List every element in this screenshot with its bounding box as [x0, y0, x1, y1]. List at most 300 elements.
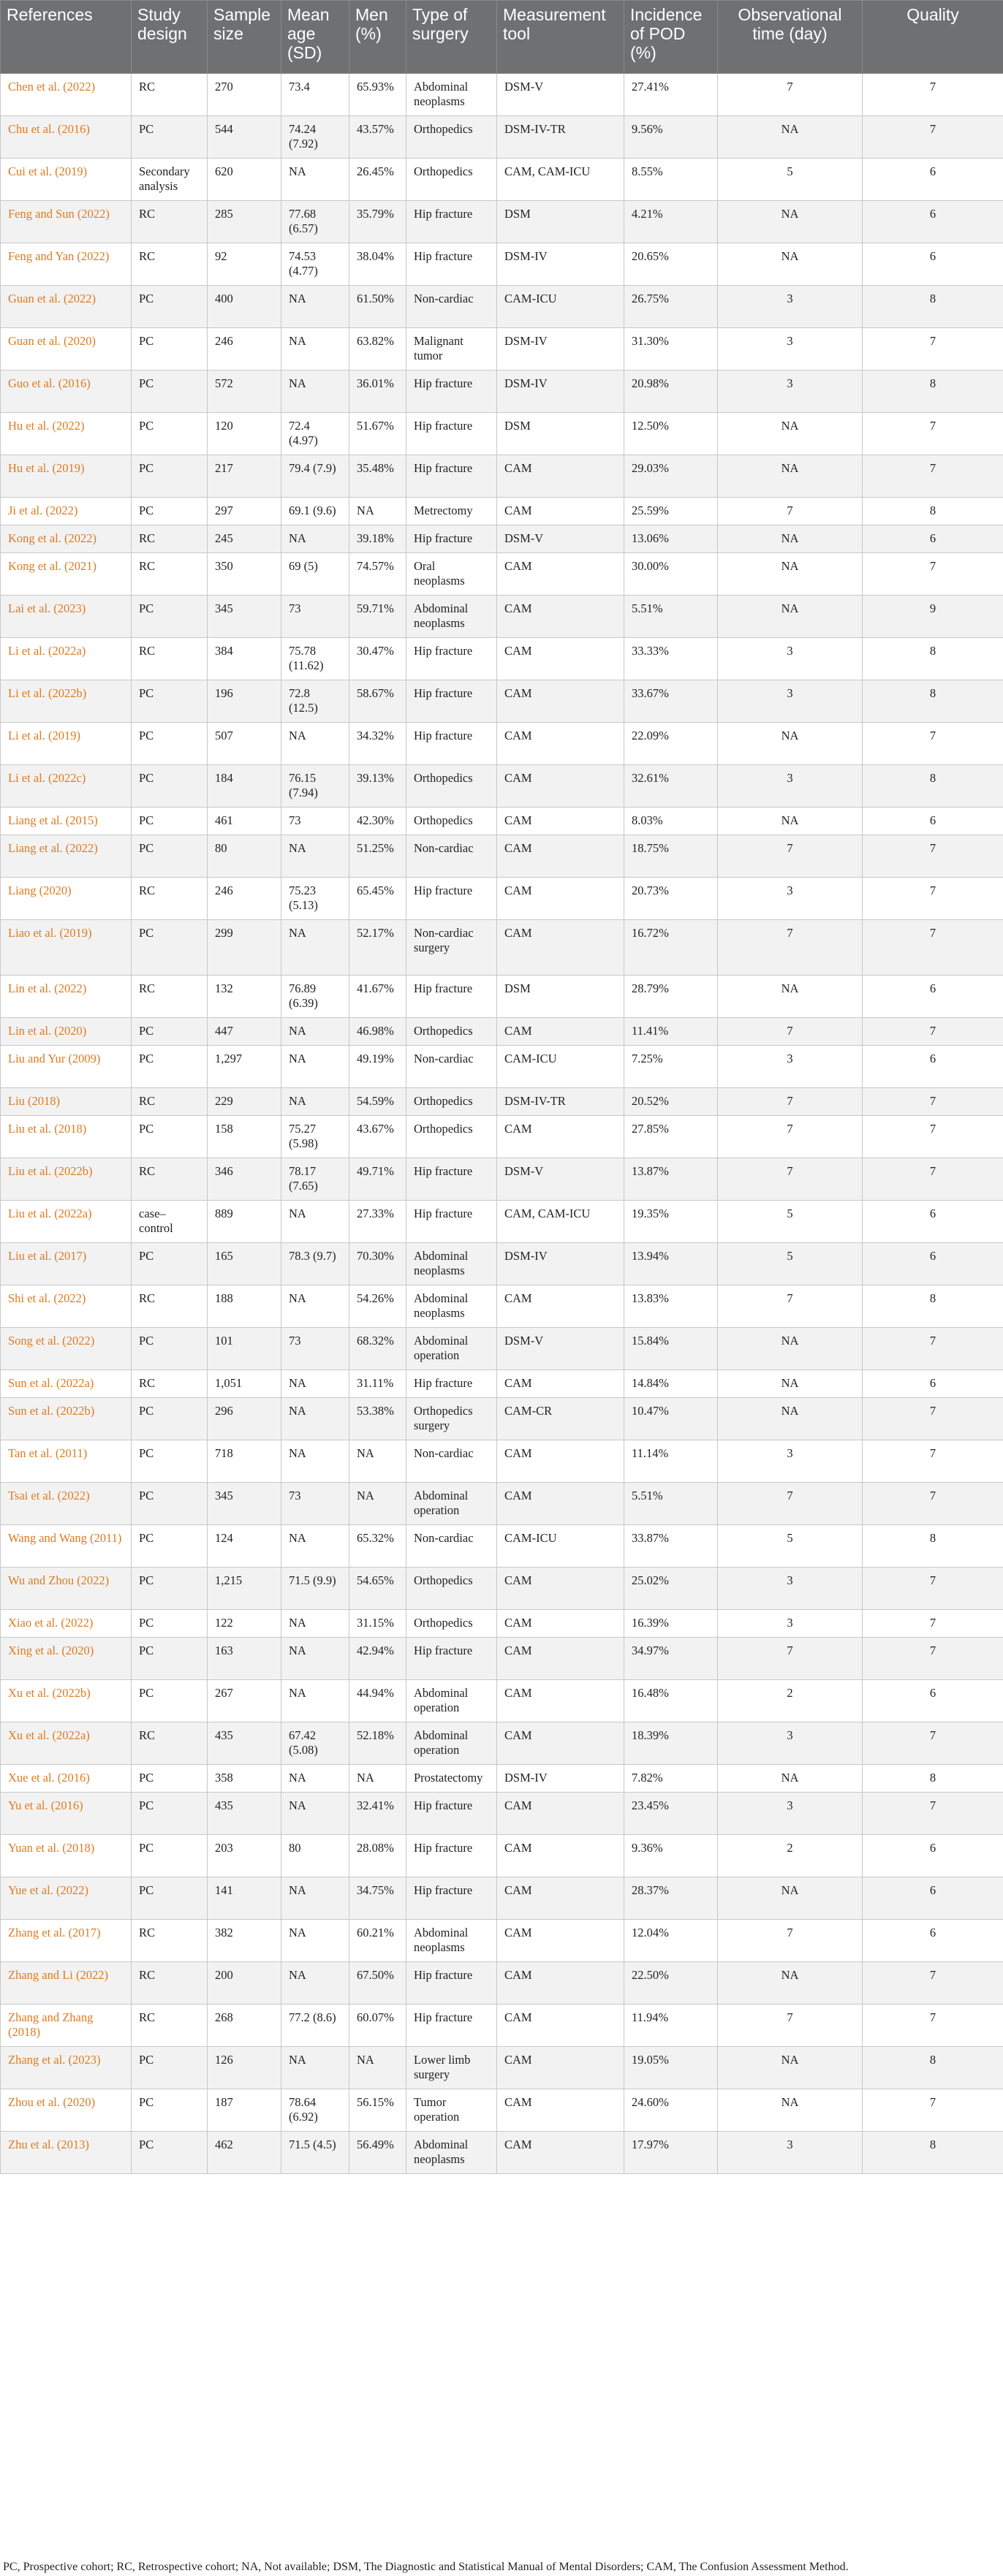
cell-reference	[1, 1046, 132, 1088]
cell-measurement-tool: DSM-V	[497, 1328, 624, 1370]
cell-observational-time: 7	[718, 1285, 863, 1328]
cell-mean-age: NA	[281, 723, 349, 765]
reference-link[interactable]: Liu et al. (2018)	[8, 1122, 87, 1136]
cell-quality: 7	[863, 1328, 1003, 1370]
cell-type-of-surgery: Orthopedics	[406, 808, 497, 835]
cell-type-of-surgery: Tumor operation	[406, 2089, 497, 2132]
cell-men-percent: NA	[349, 498, 406, 525]
reference-link[interactable]: Feng and Yan (2022)	[8, 249, 110, 263]
reference-link[interactable]: Liu et al. (2017)	[8, 1249, 87, 1263]
cell-observational-time: 7	[718, 1088, 863, 1116]
cell-reference	[1, 1243, 132, 1285]
cell-quality: 8	[863, 1765, 1003, 1793]
cell-type-of-surgery: Hip fracture	[406, 1370, 497, 1398]
table-row	[1, 1920, 1003, 1962]
cell-study-design: PC	[132, 1116, 208, 1158]
reference-link[interactable]: Xing et al. (2020)	[8, 1644, 94, 1657]
cell-observational-time: NA	[718, 1398, 863, 1440]
cell-measurement-tool: CAM	[497, 1285, 624, 1328]
reference-link[interactable]: Chen et al. (2022)	[8, 80, 96, 94]
cell-measurement-tool: DSM-IV	[497, 243, 624, 286]
reference-link[interactable]: Zhu et al. (2013)	[8, 2138, 89, 2151]
cell-men-percent: 39.18%	[349, 525, 406, 553]
cell-measurement-tool: CAM	[497, 455, 624, 498]
cell-sample-size: 572	[208, 371, 281, 413]
reference-link[interactable]: Xue et al. (2016)	[8, 1771, 90, 1785]
reference-link[interactable]: Li et al. (2022c)	[8, 771, 86, 785]
cell-measurement-tool: CAM	[497, 765, 624, 808]
reference-link[interactable]: Zhang et al. (2017)	[8, 1926, 101, 1939]
cell-men-percent: 43.57%	[349, 116, 406, 159]
cell-observational-time: NA	[718, 808, 863, 835]
cell-men-percent: 70.30%	[349, 1243, 406, 1285]
cell-men-percent: 52.17%	[349, 920, 406, 976]
cell-type-of-surgery: Orthopedics	[406, 1610, 497, 1638]
cell-mean-age: 79.4 (7.9)	[281, 455, 349, 498]
reference-link[interactable]: Yue et al. (2022)	[8, 1883, 88, 1897]
table-row	[1, 286, 1003, 328]
cell-sample-size: 101	[208, 1328, 281, 1370]
reference-link[interactable]: Ji et al. (2022)	[8, 504, 78, 517]
cell-men-percent: 31.15%	[349, 1610, 406, 1638]
cell-reference	[1, 159, 132, 201]
cell-observational-time: 7	[718, 835, 863, 878]
reference-link[interactable]: Li et al. (2019)	[8, 729, 80, 742]
cell-type-of-surgery: Hip fracture	[406, 413, 497, 455]
cell-mean-age: NA	[281, 1088, 349, 1116]
reference-link[interactable]: Sun et al. (2022a)	[8, 1376, 94, 1390]
cell-quality: 6	[863, 159, 1003, 201]
cell-type-of-surgery: Non-cardiac	[406, 286, 497, 328]
cell-observational-time: NA	[718, 2089, 863, 2132]
cell-men-percent: 54.59%	[349, 1088, 406, 1116]
cell-reference	[1, 1793, 132, 1835]
cell-reference	[1, 1116, 132, 1158]
cell-incidence-pod: 16.39%	[624, 1610, 718, 1638]
cell-study-design: RC	[132, 1285, 208, 1328]
cell-type-of-surgery: Hip fracture	[406, 680, 497, 723]
table-row	[1, 1370, 1003, 1398]
cell-reference	[1, 680, 132, 723]
cell-measurement-tool: CAM-CR	[497, 1398, 624, 1440]
cell-observational-time: NA	[718, 243, 863, 286]
cell-reference	[1, 2005, 132, 2047]
reference-link[interactable]: Wang and Wang (2011)	[8, 1531, 122, 1545]
reference-link[interactable]: Liu et al. (2022b)	[8, 1164, 93, 1178]
cell-type-of-surgery: Abdominal operation	[406, 1680, 497, 1722]
cell-incidence-pod: 25.59%	[624, 498, 718, 525]
cell-measurement-tool: CAM	[497, 1920, 624, 1962]
cell-sample-size: 200	[208, 1962, 281, 2005]
cell-measurement-tool: CAM	[497, 2005, 624, 2047]
cell-reference	[1, 2132, 132, 2174]
cell-sample-size: 382	[208, 1920, 281, 1962]
reference-link[interactable]: Yu et al. (2016)	[8, 1798, 83, 1812]
reference-link[interactable]: Zhang and Li (2022)	[8, 1968, 109, 1982]
cell-quality: 7	[863, 74, 1003, 116]
cell-reference	[1, 1722, 132, 1765]
cell-measurement-tool: CAM	[497, 1722, 624, 1765]
cell-reference	[1, 1920, 132, 1962]
cell-type-of-surgery: Hip fracture	[406, 1793, 497, 1835]
cell-type-of-surgery: Hip fracture	[406, 1158, 497, 1201]
cell-study-design: PC	[132, 2089, 208, 2132]
cell-measurement-tool: CAM	[497, 1962, 624, 2005]
cell-sample-size: 346	[208, 1158, 281, 1201]
cell-observational-time: NA	[718, 553, 863, 596]
cell-study-design: PC	[132, 1243, 208, 1285]
cell-observational-time: NA	[718, 413, 863, 455]
table-row	[1, 920, 1003, 976]
cell-observational-time: 3	[718, 371, 863, 413]
table-row	[1, 1088, 1003, 1116]
table-body	[1, 74, 1003, 2174]
cell-reference	[1, 1088, 132, 1116]
cell-study-design: PC	[132, 765, 208, 808]
cell-men-percent: 51.25%	[349, 835, 406, 878]
cell-men-percent: 63.82%	[349, 328, 406, 371]
cell-reference	[1, 1370, 132, 1398]
cell-quality: 6	[863, 808, 1003, 835]
cell-sample-size: 246	[208, 328, 281, 371]
cell-study-design: RC	[132, 553, 208, 596]
cell-quality: 8	[863, 638, 1003, 680]
cell-measurement-tool: CAM	[497, 1610, 624, 1638]
cell-observational-time: 7	[718, 1158, 863, 1201]
table-row	[1, 680, 1003, 723]
cell-observational-time: NA	[718, 1962, 863, 2005]
reference-link[interactable]: Lai et al. (2023)	[8, 601, 86, 615]
cell-study-design: PC	[132, 1525, 208, 1568]
reference-link[interactable]: Liao et al. (2019)	[8, 926, 92, 940]
cell-reference	[1, 835, 132, 878]
table-row	[1, 1962, 1003, 2005]
cell-reference	[1, 413, 132, 455]
table-row	[1, 1328, 1003, 1370]
cell-men-percent: 54.26%	[349, 1285, 406, 1328]
cell-study-design: RC	[132, 878, 208, 920]
table-row	[1, 765, 1003, 808]
cell-quality: 8	[863, 286, 1003, 328]
cell-reference	[1, 116, 132, 159]
cell-reference	[1, 1018, 132, 1046]
cell-sample-size: 245	[208, 525, 281, 553]
cell-type-of-surgery: Orthopedics	[406, 159, 497, 201]
table-row	[1, 1018, 1003, 1046]
cell-study-design: PC	[132, 1046, 208, 1088]
table-row	[1, 976, 1003, 1018]
cell-incidence-pod: 8.03%	[624, 808, 718, 835]
cell-measurement-tool: CAM	[497, 1116, 624, 1158]
cell-quality: 7	[863, 920, 1003, 976]
table-row	[1, 808, 1003, 835]
cell-type-of-surgery: Orthopedics	[406, 1088, 497, 1116]
reference-link[interactable]: Song et al. (2022)	[8, 1334, 95, 1348]
cell-study-design: PC	[132, 455, 208, 498]
cell-incidence-pod: 33.33%	[624, 638, 718, 680]
cell-study-design: RC	[132, 525, 208, 553]
cell-type-of-surgery: Abdominal neoplasms	[406, 1920, 497, 1962]
cell-study-design: PC	[132, 1398, 208, 1440]
cell-reference	[1, 498, 132, 525]
cell-mean-age: NA	[281, 1285, 349, 1328]
reference-link[interactable]: Chu et al. (2016)	[8, 122, 90, 136]
reference-link[interactable]: Guan et al. (2022)	[8, 292, 96, 305]
cell-incidence-pod: 17.97%	[624, 2132, 718, 2174]
table-footnote: PC, Prospective cohort; RC, Retrospective cohort; NA, Not available; DSM, The Diagnostic and Statistical Manual of Mental Disorders; CAM, The Confusion Assessment Method.	[3, 2561, 849, 2573]
cell-measurement-tool: CAM	[497, 808, 624, 835]
reference-link[interactable]: Zhang and Zhang (2018)	[8, 2010, 94, 2039]
cell-sample-size: 461	[208, 808, 281, 835]
reference-link[interactable]: Guan et al. (2020)	[8, 334, 96, 348]
cell-sample-size: 165	[208, 1243, 281, 1285]
cell-observational-time: NA	[718, 1877, 863, 1920]
cell-mean-age: 75.23 (5.13)	[281, 878, 349, 920]
cell-measurement-tool: CAM	[497, 1638, 624, 1680]
cell-incidence-pod: 13.83%	[624, 1285, 718, 1328]
cell-quality: 6	[863, 1920, 1003, 1962]
cell-mean-age: 71.5 (9.9)	[281, 1568, 349, 1610]
cell-mean-age: 73	[281, 1328, 349, 1370]
reference-link[interactable]: Kong et al. (2022)	[8, 531, 96, 545]
cell-study-design: PC	[132, 1018, 208, 1046]
cell-type-of-surgery: Orthopedics surgery	[406, 1398, 497, 1440]
cell-sample-size: 296	[208, 1398, 281, 1440]
reference-link[interactable]: Zhang et al. (2023)	[8, 2053, 101, 2067]
cell-sample-size: 92	[208, 243, 281, 286]
cell-study-design: PC	[132, 1328, 208, 1370]
table-row	[1, 371, 1003, 413]
cell-measurement-tool: CAM	[497, 1440, 624, 1483]
cell-men-percent: 38.04%	[349, 243, 406, 286]
cell-mean-age: NA	[281, 1018, 349, 1046]
cell-men-percent: 39.13%	[349, 765, 406, 808]
reference-link[interactable]: Hu et al. (2019)	[8, 461, 85, 475]
cell-measurement-tool: CAM, CAM-ICU	[497, 1201, 624, 1243]
cell-type-of-surgery: Hip fracture	[406, 1877, 497, 1920]
cell-incidence-pod: 5.51%	[624, 596, 718, 638]
cell-mean-age: NA	[281, 1525, 349, 1568]
cell-type-of-surgery: Abdominal neoplasms	[406, 596, 497, 638]
cell-observational-time: 3	[718, 765, 863, 808]
cell-measurement-tool: DSM	[497, 201, 624, 243]
cell-measurement-tool: CAM	[497, 1877, 624, 1920]
cell-quality: 6	[863, 1835, 1003, 1877]
reference-link[interactable]: Liu et al. (2022a)	[8, 1207, 92, 1220]
table-row	[1, 243, 1003, 286]
cell-mean-age: 72.8 (12.5)	[281, 680, 349, 723]
cell-men-percent: 35.48%	[349, 455, 406, 498]
cell-reference	[1, 1440, 132, 1483]
cell-observational-time: 5	[718, 159, 863, 201]
cell-observational-time: 5	[718, 1201, 863, 1243]
cell-observational-time: 7	[718, 1638, 863, 1680]
cell-quality: 7	[863, 1568, 1003, 1610]
reference-link[interactable]: Wu and Zhou (2022)	[8, 1573, 110, 1587]
cell-measurement-tool: DSM-IV-TR	[497, 116, 624, 159]
cell-measurement-tool: CAM, CAM-ICU	[497, 159, 624, 201]
cell-mean-age: 73	[281, 808, 349, 835]
reference-link[interactable]: Yuan et al. (2018)	[8, 1841, 95, 1855]
cell-measurement-tool: DSM	[497, 413, 624, 455]
cell-measurement-tool: CAM	[497, 638, 624, 680]
table-row	[1, 159, 1003, 201]
reference-link[interactable]: Shi et al. (2022)	[8, 1291, 86, 1305]
cell-incidence-pod: 13.94%	[624, 1243, 718, 1285]
reference-link[interactable]: Zhou et al. (2020)	[8, 2095, 96, 2109]
cell-mean-age: 67.42 (5.08)	[281, 1722, 349, 1765]
cell-measurement-tool: CAM	[497, 1483, 624, 1525]
header-type-of-surgery: Type of surgery	[406, 1, 497, 74]
cell-study-design: RC	[132, 1370, 208, 1398]
table-row	[1, 498, 1003, 525]
reference-link[interactable]: Cui et al. (2019)	[8, 164, 88, 178]
cell-sample-size: 124	[208, 1525, 281, 1568]
cell-study-design: PC	[132, 808, 208, 835]
cell-reference	[1, 328, 132, 371]
cell-mean-age: NA	[281, 1765, 349, 1793]
cell-incidence-pod: 13.87%	[624, 1158, 718, 1201]
cell-measurement-tool: DSM-IV	[497, 1243, 624, 1285]
cell-men-percent: NA	[349, 1440, 406, 1483]
cell-observational-time: 7	[718, 74, 863, 116]
cell-study-design: PC	[132, 286, 208, 328]
cell-study-design: RC	[132, 243, 208, 286]
reference-link[interactable]: Xiao et al. (2022)	[8, 1616, 94, 1630]
reference-link[interactable]: Liang (2020)	[8, 884, 72, 897]
cell-mean-age: 69.1 (9.6)	[281, 498, 349, 525]
cell-incidence-pod: 5.51%	[624, 1483, 718, 1525]
cell-reference	[1, 286, 132, 328]
cell-measurement-tool: DSM-IV	[497, 1765, 624, 1793]
cell-study-design: PC	[132, 328, 208, 371]
cell-mean-age: 75.78 (11.62)	[281, 638, 349, 680]
cell-sample-size: 217	[208, 455, 281, 498]
reference-link[interactable]: Liang et al. (2015)	[8, 813, 98, 827]
cell-study-design: RC	[132, 1158, 208, 1201]
reference-link[interactable]: Guo et al. (2016)	[8, 376, 91, 390]
cell-incidence-pod: 20.73%	[624, 878, 718, 920]
cell-reference	[1, 1638, 132, 1680]
cell-men-percent: 34.32%	[349, 723, 406, 765]
reference-link[interactable]: Xu et al. (2022b)	[8, 1686, 91, 1700]
cell-type-of-surgery: Oral neoplasms	[406, 553, 497, 596]
cell-measurement-tool: CAM	[497, 2047, 624, 2089]
reference-link[interactable]: Li et al. (2022b)	[8, 686, 87, 700]
cell-type-of-surgery: Hip fracture	[406, 1201, 497, 1243]
reference-link[interactable]: Lin et al. (2020)	[8, 1024, 87, 1038]
cell-incidence-pod: 30.00%	[624, 553, 718, 596]
cell-incidence-pod: 19.05%	[624, 2047, 718, 2089]
cell-sample-size: 80	[208, 835, 281, 878]
reference-link[interactable]: Tan et al. (2011)	[8, 1446, 88, 1460]
table-row	[1, 2089, 1003, 2132]
reference-link[interactable]: Kong et al. (2021)	[8, 559, 96, 573]
reference-link[interactable]: Liu and Yur (2009)	[8, 1052, 101, 1065]
cell-incidence-pod: 9.36%	[624, 1835, 718, 1877]
table-row	[1, 1046, 1003, 1088]
reference-link[interactable]: Lin et al. (2022)	[8, 981, 87, 995]
cell-sample-size: 285	[208, 201, 281, 243]
cell-sample-size: 163	[208, 1638, 281, 1680]
reference-link[interactable]: Li et al. (2022a)	[8, 644, 86, 658]
reference-link[interactable]: Tsai et al. (2022)	[8, 1489, 90, 1502]
reference-link[interactable]: Liang et al. (2022)	[8, 841, 98, 855]
cell-mean-age: 73	[281, 596, 349, 638]
cell-measurement-tool: CAM	[497, 1680, 624, 1722]
cell-measurement-tool: CAM	[497, 835, 624, 878]
cell-incidence-pod: 26.75%	[624, 286, 718, 328]
cell-study-design: PC	[132, 1877, 208, 1920]
cell-men-percent: 67.50%	[349, 1962, 406, 2005]
cell-incidence-pod: 10.47%	[624, 1398, 718, 1440]
cell-incidence-pod: 32.61%	[624, 765, 718, 808]
cell-sample-size: 120	[208, 413, 281, 455]
cell-reference	[1, 1610, 132, 1638]
cell-mean-age: NA	[281, 1920, 349, 1962]
cell-type-of-surgery: Non-cardiac	[406, 835, 497, 878]
cell-reference	[1, 201, 132, 243]
cell-incidence-pod: 28.79%	[624, 976, 718, 1018]
cell-measurement-tool: DSM-V	[497, 74, 624, 116]
cell-mean-age: NA	[281, 920, 349, 976]
cell-men-percent: 49.71%	[349, 1158, 406, 1201]
reference-link[interactable]: Sun et al. (2022b)	[8, 1404, 95, 1418]
table-row	[1, 2132, 1003, 2174]
cell-incidence-pod: 7.25%	[624, 1046, 718, 1088]
reference-link[interactable]: Xu et al. (2022a)	[8, 1728, 90, 1742]
cell-sample-size: 268	[208, 2005, 281, 2047]
cell-quality: 8	[863, 680, 1003, 723]
cell-incidence-pod: 25.02%	[624, 1568, 718, 1610]
header-study-design: Study design	[132, 1, 208, 74]
table-row	[1, 553, 1003, 596]
table-row	[1, 1285, 1003, 1328]
cell-observational-time: 7	[718, 1920, 863, 1962]
cell-measurement-tool: CAM	[497, 1370, 624, 1398]
header-men: Men (%)	[349, 1, 406, 74]
cell-sample-size: 1,297	[208, 1046, 281, 1088]
table-row	[1, 1116, 1003, 1158]
cell-reference	[1, 1525, 132, 1568]
header-quality: Quality	[863, 1, 1003, 74]
cell-study-design: PC	[132, 1568, 208, 1610]
cell-observational-time: NA	[718, 1328, 863, 1370]
cell-observational-time: NA	[718, 596, 863, 638]
reference-link[interactable]: Feng and Sun (2022)	[8, 207, 110, 221]
cell-incidence-pod: 18.75%	[624, 835, 718, 878]
reference-link[interactable]: Hu et al. (2022)	[8, 419, 85, 433]
cell-type-of-surgery: Orthopedics	[406, 1116, 497, 1158]
cell-observational-time: 5	[718, 1525, 863, 1568]
cell-men-percent: 56.49%	[349, 2132, 406, 2174]
cell-study-design: PC	[132, 596, 208, 638]
header-sample-size: Sample size	[208, 1, 281, 74]
cell-reference	[1, 1328, 132, 1370]
cell-type-of-surgery: Hip fracture	[406, 525, 497, 553]
table-row	[1, 1680, 1003, 1722]
reference-link[interactable]: Liu (2018)	[8, 1094, 61, 1108]
cell-mean-age: 78.64 (6.92)	[281, 2089, 349, 2132]
cell-sample-size: 187	[208, 2089, 281, 2132]
cell-study-design: PC	[132, 1680, 208, 1722]
cell-observational-time: NA	[718, 2047, 863, 2089]
cell-sample-size: 299	[208, 920, 281, 976]
cell-type-of-surgery: Orthopedics	[406, 116, 497, 159]
cell-reference	[1, 1201, 132, 1243]
cell-mean-age: NA	[281, 1046, 349, 1088]
cell-type-of-surgery: Hip fracture	[406, 371, 497, 413]
